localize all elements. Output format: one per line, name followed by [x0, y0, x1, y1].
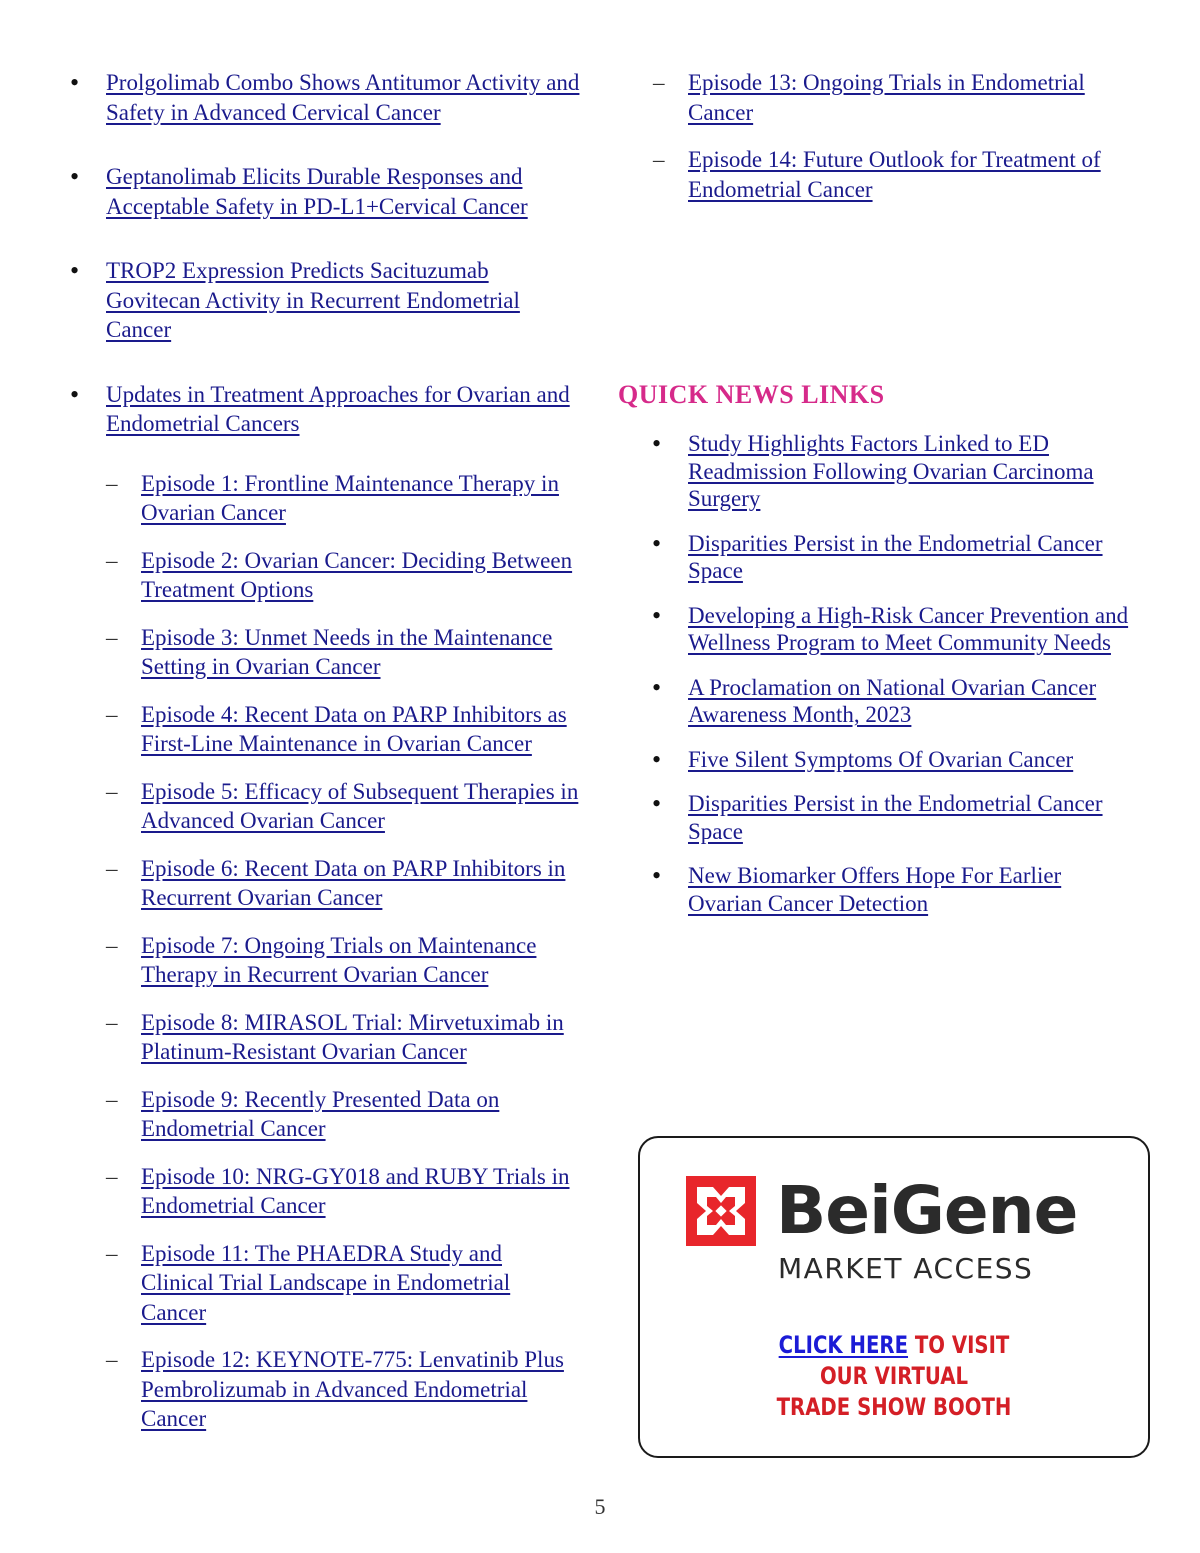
news-link[interactable]: Five Silent Symptoms Of Ovarian Cancer: [688, 746, 1074, 772]
series-link[interactable]: Updates in Treatment Approaches for Ovarian and Endometrial Cancers: [106, 381, 570, 436]
episode-item: [60, 1345, 580, 1434]
quick-news-list: [618, 430, 1138, 934]
list-item: [618, 430, 1138, 513]
episode-item: [60, 700, 580, 759]
episode-item: [60, 469, 580, 528]
news-link[interactable]: A Proclamation on National Ovarian Cancer Awareness Month, 2023: [688, 674, 1097, 727]
episode-item: [60, 623, 580, 682]
episode-link[interactable]: Episode 2: Ovarian Cancer: Deciding Between Treatment Options: [141, 547, 573, 602]
left-column: [60, 68, 580, 1452]
episode-list: [60, 469, 580, 1434]
episode-link[interactable]: Episode 7: Ongoing Trials on Maintenance Therapy in Recurrent Ovarian Cancer: [141, 932, 537, 987]
news-link[interactable]: Developing a High-Risk Cancer Prevention and Wellness Program to Meet Community Needs: [688, 602, 1129, 655]
episode-link[interactable]: Episode 10: NRG-GY018 and RUBY Trials in Endometrial Cancer: [141, 1163, 570, 1218]
episode-item: [618, 68, 1138, 127]
episode-link[interactable]: Episode 6: Recent Data on PARP Inhibitors in Recurrent Ovarian Cancer: [141, 855, 566, 910]
episode-link[interactable]: Episode 8: MIRASOL Trial: Mirvetuximab in Platinum-Resistant Ovarian Cancer: [141, 1009, 564, 1064]
episode-link[interactable]: Episode 13: Ongoing Trials in Endometrial Cancer: [688, 70, 1085, 125]
list-item: [618, 530, 1138, 585]
article-link[interactable]: Prolgolimab Combo Shows Antitumor Activity and Safety in Advanced Cervical Cancer: [106, 70, 580, 125]
episode-link[interactable]: Episode 14: Future Outlook for Treatment of Endometrial Cancer: [688, 147, 1101, 202]
episode-link[interactable]: Episode 5: Efficacy of Subsequent Therapies in Advanced Ovarian Cancer: [141, 778, 579, 833]
episode-item: [60, 1239, 580, 1328]
news-link[interactable]: Disparities Persist in the Endometrial Cancer Space: [688, 530, 1103, 583]
cta-text: TO VISIT: [908, 1331, 1010, 1359]
episode-item: [618, 145, 1138, 204]
episode-link[interactable]: Episode 9: Recently Presented Data on Endometrial Cancer: [141, 1086, 500, 1141]
brand-subtitle: MARKET ACCESS: [778, 1252, 1034, 1285]
article-link[interactable]: TROP2 Expression Predicts Sacituzumab Govitecan Activity in Recurrent Endometrial Cancer: [106, 258, 520, 342]
episode-item: [60, 546, 580, 605]
list-item: [60, 162, 580, 221]
episode-list-continued: [618, 68, 1138, 204]
list-item: [618, 746, 1138, 774]
episode-item: [60, 1162, 580, 1221]
right-column: [618, 68, 1138, 222]
article-link[interactable]: Geptanolimab Elicits Durable Responses and Acceptable Safety in PD-L1+Cervical Cancer: [106, 164, 528, 219]
quick-news-heading: QUICK NEWS LINKS: [618, 380, 885, 409]
episode-item: [60, 1085, 580, 1144]
brand-name: [776, 1166, 1077, 1256]
article-list: [60, 68, 580, 1434]
brand-name-part: BeiG: [776, 1172, 944, 1249]
list-item: [60, 380, 580, 1434]
episode-link[interactable]: Episode 4: Recent Data on PARP Inhibitors as First-Line Maintenance in Ovarian Cancer: [141, 701, 567, 756]
brand-name-part: ene: [943, 1172, 1078, 1249]
list-item: [618, 602, 1138, 657]
news-link[interactable]: Study Highlights Factors Linked to ED Readmission Following Ovarian Carcinoma Surgery: [688, 431, 1094, 511]
episode-link[interactable]: Episode 1: Frontline Maintenance Therapy in Ovarian Cancer: [141, 470, 559, 525]
list-item: [618, 862, 1138, 917]
episode-item: [60, 777, 580, 836]
beigene-ad-banner[interactable]: [638, 1136, 1150, 1458]
list-item: [60, 256, 580, 345]
episode-item: [60, 1008, 580, 1067]
list-item: [60, 68, 580, 127]
cta-text: TRADE SHOW BOOTH: [776, 1393, 1012, 1421]
episode-link[interactable]: Episode 11: The PHAEDRA Study and Clinical Trial Landscape in Endometrial Cancer: [141, 1240, 511, 1325]
click-here-link[interactable]: CLICK HERE: [778, 1331, 909, 1359]
list-item: [618, 674, 1138, 729]
page-number: 5: [594, 1494, 606, 1519]
beigene-logo-icon: [686, 1176, 756, 1246]
episode-link[interactable]: Episode 12: KEYNOTE-775: Lenvatinib Plus Pembrolizumab in Advanced Endometrial Cancer: [141, 1347, 564, 1431]
news-link[interactable]: Disparities Persist in the Endometrial Cancer Space: [688, 791, 1103, 844]
cta-text: OUR VIRTUAL: [819, 1362, 969, 1390]
episode-link[interactable]: Episode 3: Unmet Needs in the Maintenance Setting in Ovarian Cancer: [141, 624, 553, 679]
news-link[interactable]: New Biomarker Offers Hope For Earlier Ovarian Cancer Detection: [688, 863, 1062, 916]
episode-item: [60, 931, 580, 990]
episode-item: [60, 854, 580, 913]
booth-call-to-action: [686, 1330, 1103, 1423]
list-item: [618, 790, 1138, 845]
